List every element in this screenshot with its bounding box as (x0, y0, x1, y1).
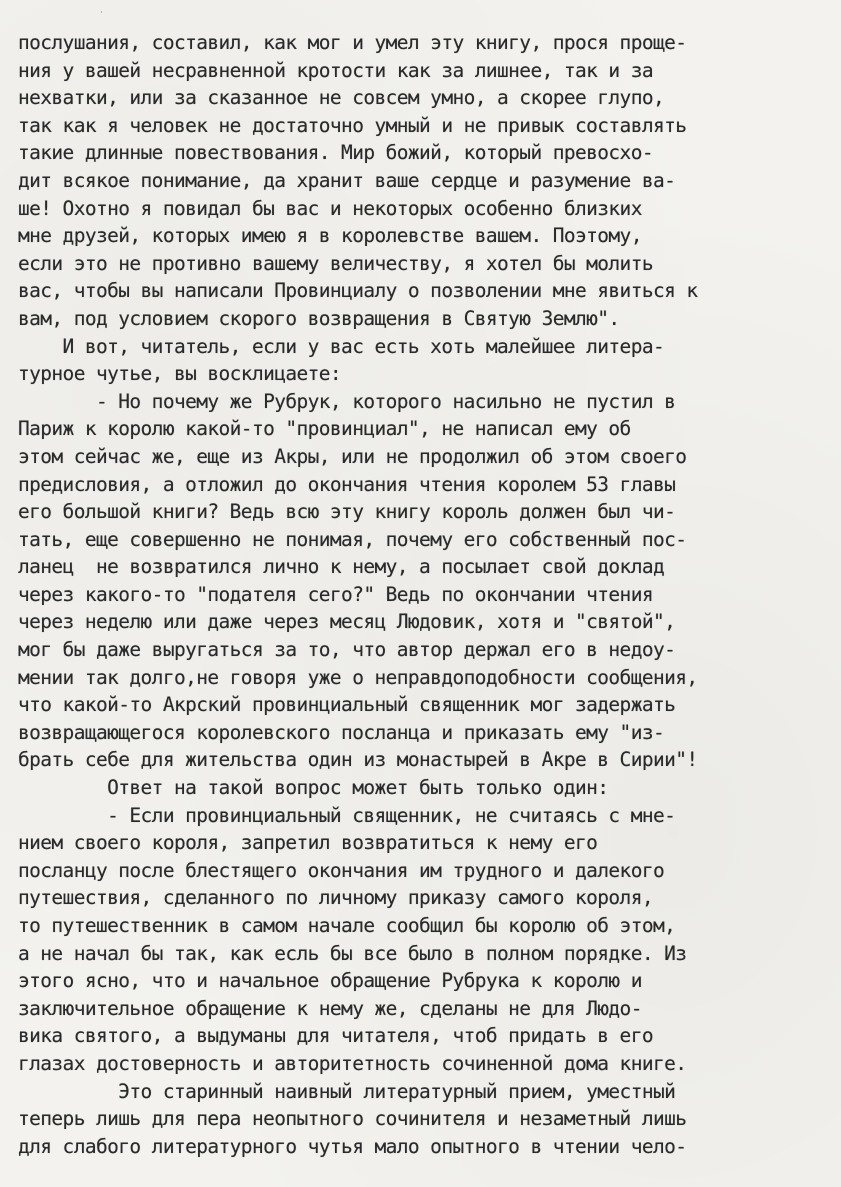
text-line: дит всякое понимание, да хранит ваше сердце и разумение ва- (18, 168, 676, 192)
text-line: Париж к королю какой-то "провинциал", не написал ему об (18, 417, 631, 441)
text-line: турное чутье, вы восклицаете: (18, 362, 342, 386)
text-line: мении так долго,не говоря уже о неправдоподобности сообщения, (18, 665, 698, 689)
paper-speck: · (100, 8, 103, 18)
text-line: ше! Охотно я повидал бы вас и некоторых особенно близких (18, 196, 642, 220)
text-line: а не начал бы так, как есль бы все было в полном порядке. Из (18, 941, 687, 965)
text-line: вам, под условием скорого возвращения в Святую Землю". (18, 306, 620, 330)
text-line: этом сейчас же, еще из Акры, или не продолжил об этом своего (18, 444, 687, 468)
text-line: послушания, составил, как мог и умел эту книгу, прося проще- (18, 31, 687, 54)
text-line: ния у вашей несравненной кротости как за лишнее, так и за (18, 58, 653, 82)
text-line: что какой-то Акрский провинциальный священник мог задержать (18, 693, 676, 717)
text-line: для слабого литературного чутья мало опытного в чтении чело- (18, 1134, 687, 1158)
text-line: такие длинные повествования. Мир божий, который превосхо- (18, 141, 653, 165)
text-line: глазах достоверность и авторитетность сочиненной дома книге. (18, 1051, 687, 1075)
paragraph-start-line: - Если провинциальный священник, не считаясь с мне- (18, 803, 676, 827)
text-line: заключительное обращение к нему же, сделаны не для Людо- (18, 996, 642, 1020)
paragraph-start-line: Это старинный наивный литературный прием, уместный (18, 1079, 676, 1103)
text-line: мне друзей, которых имею я в королевстве вашем. Поэтому, (18, 224, 642, 248)
text-line: через какого-то "подателя сего?" Ведь по окончании чтения (18, 582, 653, 606)
document-body (18, 29, 823, 1160)
text-line: через неделю или даже через месяц Людовик, хотя и "святой", (18, 610, 676, 634)
text-line: брать себе для жительства один из монастырей в Акре в Сирии"! (18, 748, 698, 772)
text-line: его большой книги? Ведь всю эту книгу король должен был чи- (18, 500, 676, 524)
text-line: тать, еще совершенно не понимая, почему его собственный пос- (18, 527, 687, 551)
text-line: путешествия, сделанного по личному приказу самого короля, (18, 886, 653, 910)
text-line: вика святого, а выдуманы для читателя, чтоб придать в его (18, 1024, 653, 1048)
text-line: посланцу после блестящего окончания им трудного и далекого (18, 858, 665, 882)
text-line: возвращающегося королевского посланца и приказать ему "из- (18, 720, 665, 744)
text-line: так как я человек не достаточно умный и не привык составлять (18, 113, 687, 137)
text-line: вас, чтобы вы написали Провинциалу о позволении мне явиться к (18, 279, 698, 303)
text-line: предисловия, а отложил до окончания чтения королем 53 главы (18, 472, 676, 496)
text-line: то путешественник в самом начале сообщил бы королю об этом, (18, 914, 676, 937)
text-line: нием своего короля, запретил возвратиться к нему его (18, 831, 598, 855)
paragraph-start-line: - Но почему же Рубрук, которого насильно не пустил в (18, 389, 676, 413)
text-line: нехватки, или за сказанное не совсем умно, а скорее глупо, (18, 86, 665, 110)
paragraph-start-line: И вот, читатель, если у вас есть хоть малейшее литера- (18, 334, 665, 358)
paragraph-start-line: Ответ на такой вопрос может быть только один: (18, 776, 609, 800)
text-line: ланец не возвратился лично к нему, а посылает свой доклад (18, 555, 665, 579)
text-line: мог бы даже выругаться за то, что автор держал его в недоу- (18, 638, 676, 662)
text-line: если это не противно вашему величеству, я хотел бы молить (18, 251, 653, 275)
text-line: теперь лишь для пера неопытного сочинителя и незаметный лишь (18, 1107, 687, 1131)
text-line: этого ясно, что и начальное обращение Рубрука к королю и (18, 969, 642, 993)
